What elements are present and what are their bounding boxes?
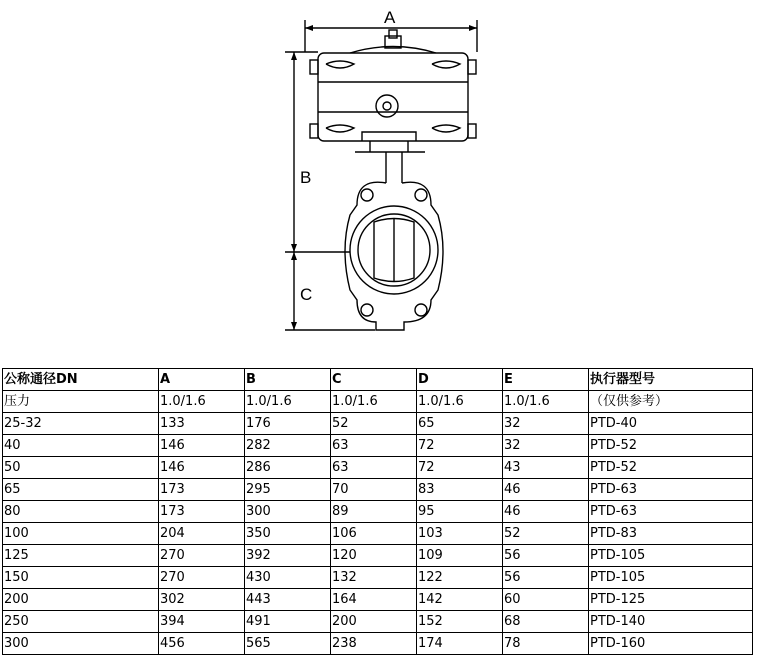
- table-row: [3, 589, 753, 611]
- table-row: [3, 479, 753, 501]
- table-cell: 300: [245, 501, 331, 523]
- table-cell: 456: [159, 633, 245, 655]
- table-cell: 132: [331, 567, 417, 589]
- bolt-hole-bl: [361, 304, 373, 316]
- column-header: 公称通径DN: [3, 369, 159, 391]
- table-cell: 200: [331, 611, 417, 633]
- table-cell: 95: [417, 501, 503, 523]
- pressure-cell: 1.0/1.6: [159, 391, 245, 413]
- dim-a-label: A: [384, 8, 396, 27]
- table-cell: 109: [417, 545, 503, 567]
- table-cell: 72: [417, 435, 503, 457]
- table-row: [3, 457, 753, 479]
- actuator-hub-center: [383, 102, 391, 110]
- table-cell: 32: [503, 435, 589, 457]
- dim-a-arrow-right: [469, 25, 477, 31]
- table-cell: 200: [3, 589, 159, 611]
- table-cell: 50: [3, 457, 159, 479]
- table-cell: 173: [159, 501, 245, 523]
- table-cell: 56: [503, 567, 589, 589]
- table-cell: 68: [503, 611, 589, 633]
- table-cell: PTD-63: [589, 479, 753, 501]
- actuator-slot-tl: [326, 61, 354, 68]
- table-cell: 80: [3, 501, 159, 523]
- table-cell: PTD-63: [589, 501, 753, 523]
- table-row: [3, 523, 753, 545]
- dim-c-label: C: [300, 285, 313, 304]
- table-cell: 174: [417, 633, 503, 655]
- pressure-cell: 1.0/1.6: [417, 391, 503, 413]
- pressure-cell: 1.0/1.6: [503, 391, 589, 413]
- table-cell: 176: [245, 413, 331, 435]
- end-cap-left-bottom: [310, 124, 318, 138]
- table-cell: 133: [159, 413, 245, 435]
- table-cell: 302: [159, 589, 245, 611]
- table-cell: 152: [417, 611, 503, 633]
- table-cell: 282: [245, 435, 331, 457]
- pressure-row: [3, 391, 753, 413]
- table-row: [3, 633, 753, 655]
- table-cell: 122: [417, 567, 503, 589]
- table-cell: 32: [503, 413, 589, 435]
- column-header: B: [245, 369, 331, 391]
- bolt-hole-tl: [361, 189, 373, 201]
- table-cell: PTD-83: [589, 523, 753, 545]
- table-cell: PTD-40: [589, 413, 753, 435]
- table-cell: 270: [159, 545, 245, 567]
- table-cell: PTD-160: [589, 633, 753, 655]
- table-cell: 142: [417, 589, 503, 611]
- table-cell: 52: [503, 523, 589, 545]
- dim-a-arrow-left: [305, 25, 313, 31]
- column-header: C: [331, 369, 417, 391]
- table-cell: 286: [245, 457, 331, 479]
- table-cell: 46: [503, 479, 589, 501]
- table-cell: PTD-52: [589, 457, 753, 479]
- table-cell: 150: [3, 567, 159, 589]
- table-cell: PTD-105: [589, 545, 753, 567]
- dimension-table: [2, 368, 753, 655]
- table-row: [3, 435, 753, 457]
- table-cell: 350: [245, 523, 331, 545]
- pressure-cell: 压力: [3, 391, 159, 413]
- table-cell: 443: [245, 589, 331, 611]
- table-cell: 125: [3, 545, 159, 567]
- table-cell: 52: [331, 413, 417, 435]
- table-cell: 565: [245, 633, 331, 655]
- table-row: [3, 413, 753, 435]
- table-cell: 43: [503, 457, 589, 479]
- table-cell: 430: [245, 567, 331, 589]
- dim-c-arrow-top: [291, 252, 297, 260]
- table-cell: 63: [331, 457, 417, 479]
- bolt-hole-tr: [415, 189, 427, 201]
- table-row: [3, 501, 753, 523]
- table-cell: 392: [245, 545, 331, 567]
- table-cell: 40: [3, 435, 159, 457]
- table-cell: 146: [159, 457, 245, 479]
- table-cell: 300: [3, 633, 159, 655]
- table-row: [3, 567, 753, 589]
- table-cell: 173: [159, 479, 245, 501]
- dim-c-arrow-bottom: [291, 322, 297, 330]
- table-cell: 394: [159, 611, 245, 633]
- pressure-cell: 1.0/1.6: [245, 391, 331, 413]
- end-cap-left-top: [310, 60, 318, 74]
- table-cell: PTD-52: [589, 435, 753, 457]
- table-cell: 270: [159, 567, 245, 589]
- column-header: 执行器型号: [589, 369, 753, 391]
- column-header: E: [503, 369, 589, 391]
- table-cell: 56: [503, 545, 589, 567]
- dim-b-arrow-top: [291, 52, 297, 60]
- table-cell: PTD-105: [589, 567, 753, 589]
- actuator-slot-bl: [326, 125, 354, 132]
- table-cell: 295: [245, 479, 331, 501]
- table-header-row: [3, 369, 753, 391]
- table-cell: 103: [417, 523, 503, 545]
- table-cell: 78: [503, 633, 589, 655]
- table-row: [3, 611, 753, 633]
- table-cell: 65: [3, 479, 159, 501]
- end-cap-right-top: [468, 60, 476, 74]
- actuator-slot-tr: [432, 61, 460, 68]
- table-cell: 72: [417, 457, 503, 479]
- actuator-hub: [376, 95, 398, 117]
- table-cell: 238: [331, 633, 417, 655]
- pressure-cell: （仅供参考）: [589, 391, 753, 413]
- table-cell: 60: [503, 589, 589, 611]
- table-cell: 100: [3, 523, 159, 545]
- mounting-bracket: [362, 132, 416, 141]
- table-cell: 25-32: [3, 413, 159, 435]
- table-cell: 46: [503, 501, 589, 523]
- table-cell: PTD-125: [589, 589, 753, 611]
- dim-b-label: B: [300, 168, 312, 187]
- actuator-indicator-top: [389, 30, 397, 38]
- end-cap-right-bottom: [468, 124, 476, 138]
- pressure-cell: 1.0/1.6: [331, 391, 417, 413]
- table-cell: 106: [331, 523, 417, 545]
- table-cell: 120: [331, 545, 417, 567]
- table-cell: 70: [331, 479, 417, 501]
- column-header: D: [417, 369, 503, 391]
- table-cell: PTD-140: [589, 611, 753, 633]
- table-cell: 83: [417, 479, 503, 501]
- table-cell: 204: [159, 523, 245, 545]
- table-cell: 89: [331, 501, 417, 523]
- table-row: [3, 545, 753, 567]
- table-cell: 146: [159, 435, 245, 457]
- table-cell: 164: [331, 589, 417, 611]
- bolt-hole-br: [415, 304, 427, 316]
- table-cell: 250: [3, 611, 159, 633]
- table-cell: 65: [417, 413, 503, 435]
- column-header: A: [159, 369, 245, 391]
- table-cell: 491: [245, 611, 331, 633]
- dim-b-arrow-bottom: [291, 244, 297, 252]
- actuator-slot-br: [432, 125, 460, 132]
- table-cell: 63: [331, 435, 417, 457]
